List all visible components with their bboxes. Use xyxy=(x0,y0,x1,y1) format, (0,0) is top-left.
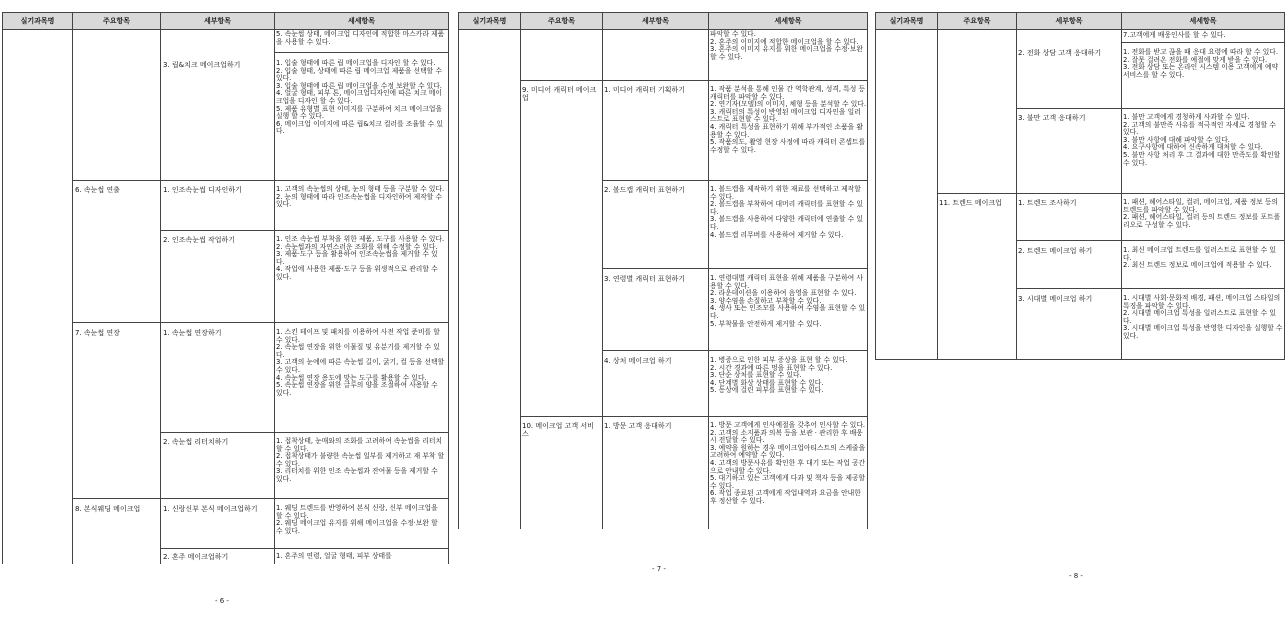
detail-text: 1. 패션, 헤어스타일, 컬러, 메이크업, 제품 정보 등의 트렌드를 파악할 수 있다. 2. 패션, 헤어스타일, 컬러 등의 트렌드 정보를 포트폴리오로 구성할 수 있다. xyxy=(1123,198,1281,229)
detail-text: 1. 혼주의 연령, 얼굴 형태, 피부 상태를 xyxy=(276,552,392,560)
detail-text: 1. 시대별 사회·문화적 배경, 패션, 메이크업 스타일의 특징을 파악할 수 있다. 2. 시대별 메이크업 특성을 일러스트로 표현할 수 있다. 3. 시대별 메이크업 특성을 반영한 디자인을 실행할 수 있다. xyxy=(1123,294,1283,340)
sub-item: 3. 시대별 메이크업 하기 xyxy=(1018,295,1093,303)
detail-text: 1. 웨딩 트렌드를 반영하여 본식 신랑, 신부 메이크업을 할 수 있다. 2. 웨딩 메이크업 유지를 위해 메이크업을 수정·보완 할 수 있다. xyxy=(276,504,438,535)
sub-item: 4. 상처 메이크업 하기 xyxy=(604,357,672,365)
detail-text: 1. 입술 형태에 따른 립 메이크업을 디자인 할 수 있다. 2. 입술 형태, 상태에 따른 립 메이크업 제품을 선택할 수 있다. 3. 입술 형태에 따른 립 메이크업을 수정 보완할 수 있다. 4. 얼굴 형태, 피부 톤, 메이크업디자인에 따른 치크 메이크업을 디자인 할 수 있다. 5. 제품 유형별 표현 이미지를 구분하여 치크 메이크업을 실행 할 수 있다. 6. 메이크업 이미지에 따른 립&치크 컬러를 조율할 수 있다. xyxy=(276,59,443,136)
sub-item: 1. 미디어 캐릭터 기획하기 xyxy=(604,86,685,94)
detail-text: 1. 인조 속눈썹 부착을 위한 제품, 도구를 사용할 수 있다. 2. 속눈썹과의 자연스러운 조화를 위해 수정할 수 있다. 3. 제품·도구 등을 활용하여 인조속눈썹을 제거할 수 있다. 4. 작업에 사용한 제품·도구 등을 위생적으로 관리할 수 있다. xyxy=(276,235,445,281)
detail-text: 1. 볼드캡을 제작하기 위한 재료를 선택하고 제작할 수 있다. 2. 볼드캡을 부착하여 대머리 캐릭터를 표현할 수 있다. 3. 볼드캡을 사용하여 다양한 캐릭터에 연출할 수 있다. 4. 볼드캡 리무버를 사용하여 제거할 수 있다. xyxy=(710,185,863,239)
detail-text: 1. 전화를 받고 끊을 때 응대 요령에 따라 할 수 있다. 2. 잘못 걸려온 전화를 예절에 맞게 받을 수 있다. 3. 전화 상담 또는 온라인 시스템 이용 고객에게 예약서비스를 할 수 있다. xyxy=(1123,48,1279,79)
detail-text: 1. 스킨 테이프 및 패치를 이용하여 사전 작업 준비를 할 수 있다. 2. 속눈썹 연장을 위한 이물질 및 유분기를 제거할 수 있다. 3. 고객의 눈에에 따른 속눈썹 길이, 굵기, 컬 등을 선택할 수 있다. 4. 속눈썹 연장 용도에 맞는 도구를 활용할 수 있다. 5. 속눈썹 연장을 위한 글루의 양을 조절하여 사용할 수 있다. xyxy=(276,328,445,397)
detail-text: 파악할 수 있다. 2. 혼주의 이미지에 적합한 메이크업을 할 수 있다. 3. 혼주의 이미지 유지를 위한 메이크업을 수정·보완할 수 있다. xyxy=(710,30,863,61)
sub-item: 2. 전화 상담 고객 응대하기 xyxy=(1018,49,1102,57)
detail-text: 1. 작품 분석을 통해 인물 간 역학관계, 성격, 특성 등 캐릭터를 파악할 수 있다. 2. 연기자(모델)의 이미지, 체형 등을 분석할 수 있다. 3. 캐릭터의 특성이 반영된 메이크업 디자인을 일러스트로 표현할 수 있다. 4. 캐릭터 특성을 표현하기 위해 부가적인 소품을 활용할 수 있다. 5. 작품의도, 촬영 현장 사정에 따라 캐릭터 콘셉트를 수정할 수 있다. xyxy=(710,85,866,154)
detail-text: 1. 연령대별 캐릭터 표현을 위해 제품을 구분하여 사용할 수 있다. 2. 라운데이션을 이용하여 음영을 표현할 수 있다. 3. 양수염을 손질하고 부착할 수 있다. 4. 생사 또는 인조모를 사용하여 수염을 표현할 수 있다. 5. 부착물을 안전하게 제거할 수 있다. xyxy=(710,274,866,328)
page-number: - 7 - xyxy=(652,565,666,573)
sub-item: 2. 속눈썹 리터치하기 xyxy=(163,438,229,446)
main-item: 7. 속눈썹 연장 xyxy=(75,329,120,337)
main-item: 6. 속눈썹 연출 xyxy=(75,186,120,194)
sub-item: 2. 인조속눈썹 작업하기 xyxy=(163,236,235,244)
header-subject: 실기과목명 xyxy=(458,12,521,30)
header-detail-item: 세세항목 xyxy=(274,12,449,30)
sub-item: 2. 트렌드 메이크업 하기 xyxy=(1018,247,1093,255)
page-number: - 6 - xyxy=(215,597,229,605)
sub-item: 3. 립&치크 메이크업하기 xyxy=(163,61,241,69)
sub-item: 1. 신랑신부 본식 메이크업하기 xyxy=(163,505,258,513)
sub-item: 3. 연령별 캐릭터 표현하기 xyxy=(604,275,685,283)
main-item: 11. 트렌드 메이크업 xyxy=(939,199,1002,207)
sub-item: 2. 혼주 메이크업하기 xyxy=(163,553,229,561)
sub-item: 1. 속눈썹 연장하기 xyxy=(163,329,222,337)
header-sub-item: 세부항목 xyxy=(1016,12,1122,30)
page-7 xyxy=(455,0,870,638)
page-8 xyxy=(873,0,1287,638)
header-subject: 실기과목명 xyxy=(2,12,73,30)
detail-text: 7.고객에게 배웅인사를 할 수 있다. xyxy=(1123,31,1226,39)
detail-text: 1. 고객의 속눈썹의 상태, 눈의 형태 등을 구분할 수 있다. 2. 눈의 형태에 따라 인조속눈썹을 디자인하여 제작할 수 있다. xyxy=(276,185,445,209)
main-item: 9. 미디어 캐릭터 메이크업 xyxy=(522,86,597,102)
sub-item: 3. 불만 고객 응대하기 xyxy=(1018,114,1086,122)
header-subject: 실기과목명 xyxy=(875,12,938,30)
page-number: - 8 - xyxy=(1069,572,1083,580)
header-detail-item: 세세항목 xyxy=(708,12,868,30)
header-main-item: 주요항목 xyxy=(72,12,161,30)
header-main-item: 주요항목 xyxy=(937,12,1017,30)
header-main-item: 주요항목 xyxy=(520,12,603,30)
main-item: 10. 메이크업 고객 서비스 xyxy=(522,422,594,438)
detail-text: 1. 접착상태, 눈매와의 조화를 고려하여 속눈썹을 리터치 할 수 있다. 2. 접착상태가 불량한 속눈썹 일부를 제거하고 재 부착 할 수 있다. 3. 리터치를 위한 인조 속눈썹과 잔여물 등을 제거할 수 있다. xyxy=(276,437,445,483)
header-sub-item: 세부항목 xyxy=(160,12,275,30)
sub-item: 1. 인조속눈썹 디자인하기 xyxy=(163,186,242,194)
detail-text: 1. 방문 고객에게 인사예절을 갖추어 인사할 수 있다. 2. 고객의 소지품과 의복 등을 보관 · 관리한 후 배웅 시 전달할 수 있다. 3. 예약을 원하는 경우 메이크업아티스트의 스케줄을 고려하여 예약할 수 있다. 4. 고객의 방문사유를 확인한 후 대기 또는 작업 공간으로 안내할 수 있다. 5. 대기하고 있는 고객에게 다과 및 책자 등을 제공할 수 있다. 6. 작업 종료된 고객에게 작업내역과 요금을 안내한 후 정산할 수 있다. xyxy=(710,421,866,505)
detail-text: 5. 속눈썹 상태, 메이크업 디자인에 적합한 마스카라 제품을 사용할 수 있다. xyxy=(276,30,445,46)
sub-item: 1. 방문 고객 응대하기 xyxy=(604,422,672,430)
header-sub-item: 세부항목 xyxy=(602,12,709,30)
detail-text: 1. 최신 메이크업 트렌드를 일러스트로 표현할 수 있다. 2. 최신 트렌드 정보로 메이크업에 적용할 수 있다. xyxy=(1123,246,1276,270)
main-item: 8. 본식웨딩 메이크업 xyxy=(75,505,141,513)
detail-text: 1. 불만 고객에게 경청하게 사과할 수 있다. 2. 고객의 불만족 사유를 적극적인 자세로 경청할 수 있다. 3. 불만 사항에 대해 파악할 수 있다. 4. 요구사항에 대하여 신속하게 대처할 수 있다. 5. 불만 사항 처리 후 그 결과에 대한 만족도를 확인할 수 있다. xyxy=(1123,113,1281,167)
detail-text: 1. 병증으로 인한 피부 증상을 표현 할 수 있다. 2. 시간 경과에 따른 멍을 표현할 수 있다. 3. 단순 상처를 표현할 수 있다. 4. 단계별 화상 상태를 표현할 수 있다. 5. 동상에 걸린 피부를 표현할 수 있다. xyxy=(710,356,848,395)
header-detail-item: 세세항목 xyxy=(1121,12,1285,30)
page-6 xyxy=(0,0,450,638)
sub-item: 2. 볼드캡 캐릭터 표현하기 xyxy=(604,186,685,194)
sub-item: 1. 트렌드 조사하기 xyxy=(1018,199,1077,207)
